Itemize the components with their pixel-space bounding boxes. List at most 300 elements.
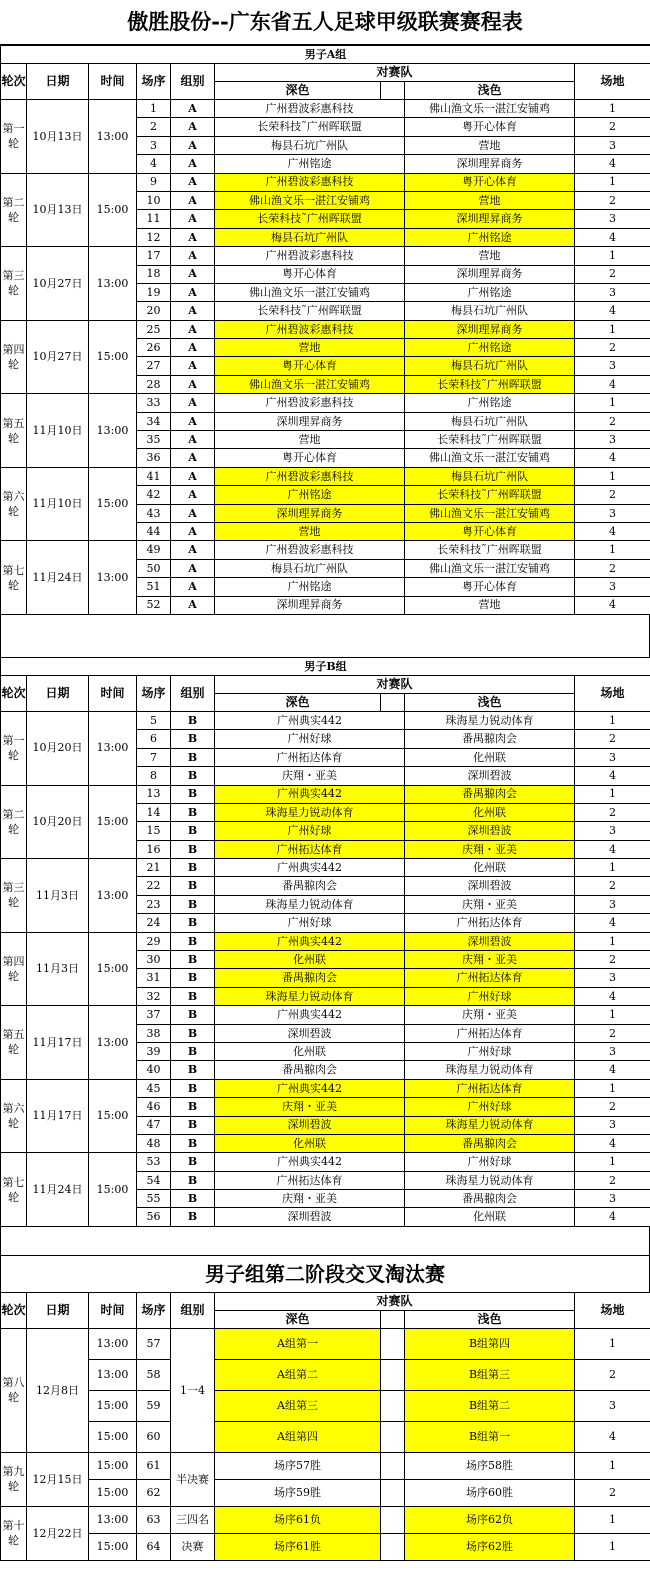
team-light: 化州联 <box>405 1208 575 1226</box>
team-light: 佛山渔文乐一湛江安铺鸡 <box>405 504 575 522</box>
table-row <box>1 1421 650 1452</box>
team-dark: 深圳理昇商务 <box>215 412 405 430</box>
team-light: 佛山渔文乐一湛江安铺鸡 <box>405 449 575 467</box>
match-venue: 3 <box>575 748 650 766</box>
round-date: 10月13日 <box>27 173 89 247</box>
table-row <box>1 173 650 191</box>
team-light: 营地 <box>405 596 575 614</box>
header-date: 日期 <box>27 64 89 100</box>
match-group: A <box>171 302 215 320</box>
header-dark: 深色 <box>215 1310 381 1328</box>
match-group: B <box>171 785 215 803</box>
match-venue: 3 <box>575 1390 650 1421</box>
match-seq: 53 <box>137 1153 171 1171</box>
team-dark: 梅县石坑广州队 <box>215 136 405 154</box>
team-light: 深圳理昇商务 <box>405 320 575 338</box>
match-seq: 37 <box>137 1006 171 1024</box>
match-group: 1一4 <box>171 1328 215 1452</box>
match-group: B <box>171 1098 215 1116</box>
match-venue: 4 <box>575 987 650 1005</box>
round-label: 第五轮 <box>1 394 27 468</box>
round-label: 第六轮 <box>1 467 27 541</box>
match-venue: 1 <box>575 100 650 118</box>
match-venue: 1 <box>575 1153 650 1171</box>
match-venue: 4 <box>575 840 650 858</box>
match-venue: 3 <box>575 578 650 596</box>
team-light: 粤开心体育 <box>405 118 575 136</box>
team-dark: 粤开心体育 <box>215 357 405 375</box>
match-seq: 7 <box>137 748 171 766</box>
team-light: 长荣科技˜广州晖联盟 <box>405 431 575 449</box>
team-light: 广州好球 <box>405 1098 575 1116</box>
match-group: A <box>171 375 215 393</box>
match-time: 15:00 <box>89 1452 137 1479</box>
match-seq: 15 <box>137 822 171 840</box>
match-seq: 3 <box>137 136 171 154</box>
match-group: A <box>171 173 215 191</box>
round-date: 11月24日 <box>27 1153 89 1227</box>
match-seq: 8 <box>137 767 171 785</box>
round-label: 第九轮 <box>1 1452 27 1506</box>
team-light: 广州拓达体育 <box>405 1079 575 1097</box>
vs-gap <box>381 1328 405 1359</box>
match-seq: 33 <box>137 394 171 412</box>
team-light: 化州联 <box>405 803 575 821</box>
match-venue: 4 <box>575 228 650 246</box>
match-venue: 4 <box>575 767 650 785</box>
match-seq: 31 <box>137 969 171 987</box>
team-dark: 化州联 <box>215 1134 405 1152</box>
team-dark: 广州典实442 <box>215 1153 405 1171</box>
team-dark: 广州典实442 <box>215 1006 405 1024</box>
match-venue: 2 <box>575 1024 650 1042</box>
header-light: 浅色 <box>405 1310 575 1328</box>
match-seq: 48 <box>137 1134 171 1152</box>
match-group: A <box>171 155 215 173</box>
team-light: 梅县石坑广州队 <box>405 412 575 430</box>
match-seq: 63 <box>137 1506 171 1533</box>
match-group: A <box>171 118 215 136</box>
match-group: 三四名 <box>171 1506 215 1533</box>
match-seq: 32 <box>137 987 171 1005</box>
match-seq: 12 <box>137 228 171 246</box>
match-venue: 2 <box>575 339 650 357</box>
team-light: 长荣科技˜广州晖联盟 <box>405 541 575 559</box>
match-group: A <box>171 320 215 338</box>
match-venue: 2 <box>575 559 650 577</box>
round-time: 15:00 <box>89 467 137 541</box>
match-group: A <box>171 467 215 485</box>
match-group: A <box>171 486 215 504</box>
match-venue: 2 <box>575 191 650 209</box>
match-seq: 57 <box>137 1328 171 1359</box>
team-dark: 广州好球 <box>215 730 405 748</box>
round-date: 11月3日 <box>27 932 89 1006</box>
team-dark: 场序59胜 <box>215 1479 381 1506</box>
header-group: 组别 <box>171 675 215 711</box>
header-time: 时间 <box>89 1292 137 1328</box>
schedule-table <box>0 45 650 615</box>
team-light: 广州拓达体育 <box>405 1024 575 1042</box>
round-label: 第十轮 <box>1 1506 27 1560</box>
team-dark: A组第三 <box>215 1390 381 1421</box>
match-group: A <box>171 210 215 228</box>
match-group: B <box>171 1024 215 1042</box>
match-seq: 4 <box>137 155 171 173</box>
round-label: 第七轮 <box>1 541 27 615</box>
table-row <box>1 1153 650 1171</box>
table-row <box>1 785 650 803</box>
team-light: 广州铭途 <box>405 228 575 246</box>
match-group: A <box>171 541 215 559</box>
header-seq: 场序 <box>137 64 171 100</box>
match-time: 15:00 <box>89 1390 137 1421</box>
group-b-section <box>0 657 650 1227</box>
table-row <box>1 247 650 265</box>
match-seq: 38 <box>137 1024 171 1042</box>
match-venue: 3 <box>575 504 650 522</box>
match-group: B <box>171 1208 215 1226</box>
vs-gap <box>381 1506 405 1533</box>
match-group: A <box>171 449 215 467</box>
team-dark: 广州拓达体育 <box>215 1171 405 1189</box>
match-seq: 39 <box>137 1042 171 1060</box>
match-seq: 43 <box>137 504 171 522</box>
team-light: 营地 <box>405 136 575 154</box>
round-label: 第二轮 <box>1 785 27 859</box>
team-dark: 广州铭途 <box>215 155 405 173</box>
header-light: 浅色 <box>405 82 575 100</box>
round-time: 13:00 <box>89 541 137 615</box>
match-seq: 14 <box>137 803 171 821</box>
team-light: 深圳理昇商务 <box>405 210 575 228</box>
match-venue: 1 <box>575 1079 650 1097</box>
match-seq: 13 <box>137 785 171 803</box>
header-vs <box>381 693 405 711</box>
match-venue: 4 <box>575 302 650 320</box>
team-dark: 深圳理昇商务 <box>215 504 405 522</box>
match-venue: 2 <box>575 1479 650 1506</box>
match-venue: 2 <box>575 730 650 748</box>
match-seq: 47 <box>137 1116 171 1134</box>
team-dark: 广州典实442 <box>215 1079 405 1097</box>
match-venue: 1 <box>575 1506 650 1533</box>
team-light: 珠海星力锐动体育 <box>405 1061 575 1079</box>
header-group: 组别 <box>171 64 215 100</box>
team-dark: 梅县石坑广州队 <box>215 559 405 577</box>
match-venue: 1 <box>575 932 650 950</box>
team-dark: 庆翔・亚美 <box>215 1190 405 1208</box>
match-group: A <box>171 357 215 375</box>
match-seq: 49 <box>137 541 171 559</box>
vs-gap <box>381 1390 405 1421</box>
team-dark: 广州碧波彩惠科技 <box>215 541 405 559</box>
knockout-table <box>0 1292 650 1561</box>
header-matchup: 对赛队 <box>215 64 575 82</box>
group-label: 男子B组 <box>1 657 650 675</box>
match-seq: 58 <box>137 1359 171 1390</box>
match-venue: 1 <box>575 394 650 412</box>
team-light: 粤开心体育 <box>405 522 575 540</box>
header-matchup: 对赛队 <box>215 675 575 693</box>
team-dark: 番禺翞肉会 <box>215 1061 405 1079</box>
team-light: 庆翔・亚美 <box>405 840 575 858</box>
round-time: 13:00 <box>89 1006 137 1080</box>
match-group: 半决赛 <box>171 1452 215 1506</box>
round-date: 11月24日 <box>27 541 89 615</box>
match-seq: 28 <box>137 375 171 393</box>
match-seq: 25 <box>137 320 171 338</box>
match-venue: 3 <box>575 136 650 154</box>
match-seq: 11 <box>137 210 171 228</box>
team-dark: 广州好球 <box>215 822 405 840</box>
table-row <box>1 394 650 412</box>
table-row <box>1 1479 650 1506</box>
table-row <box>1 1390 650 1421</box>
match-group: B <box>171 748 215 766</box>
table-row <box>1 1533 650 1560</box>
match-group: B <box>171 1116 215 1134</box>
match-time: 15:00 <box>89 1421 137 1452</box>
match-seq: 18 <box>137 265 171 283</box>
header-venue: 场地 <box>575 1292 650 1328</box>
match-seq: 9 <box>137 173 171 191</box>
match-seq: 27 <box>137 357 171 375</box>
match-venue: 4 <box>575 1421 650 1452</box>
match-seq: 35 <box>137 431 171 449</box>
team-dark: 深圳碧波 <box>215 1024 405 1042</box>
page-title: 傲胜股份--广东省五人足球甲级联赛赛程表 <box>0 0 650 45</box>
match-venue: 4 <box>575 522 650 540</box>
match-seq: 6 <box>137 730 171 748</box>
match-venue: 4 <box>575 914 650 932</box>
round-label: 第四轮 <box>1 932 27 1006</box>
team-dark: 广州碧波彩惠科技 <box>215 320 405 338</box>
match-venue: 4 <box>575 449 650 467</box>
header-light: 浅色 <box>405 693 575 711</box>
team-light: 化州联 <box>405 748 575 766</box>
match-venue: 3 <box>575 895 650 913</box>
table-row <box>1 1452 650 1479</box>
match-group: A <box>171 412 215 430</box>
match-group: B <box>171 1061 215 1079</box>
header-seq: 场序 <box>137 675 171 711</box>
match-group: B <box>171 895 215 913</box>
team-light: 深圳碧波 <box>405 932 575 950</box>
round-date: 11月3日 <box>27 859 89 933</box>
team-dark: 广州拓达体育 <box>215 748 405 766</box>
team-dark: 场序57胜 <box>215 1452 381 1479</box>
team-light: 广州拓达体育 <box>405 969 575 987</box>
round-time: 13:00 <box>89 859 137 933</box>
team-dark: 广州典实442 <box>215 932 405 950</box>
team-light: B组第一 <box>405 1421 575 1452</box>
match-group: B <box>171 730 215 748</box>
table-row <box>1 932 650 950</box>
match-group: A <box>171 559 215 577</box>
match-venue: 1 <box>575 1328 650 1359</box>
match-venue: 2 <box>575 951 650 969</box>
match-venue: 2 <box>575 118 650 136</box>
match-group: A <box>171 228 215 246</box>
round-time: 13:00 <box>89 394 137 468</box>
match-seq: 24 <box>137 914 171 932</box>
table-row <box>1 711 650 729</box>
match-venue: 3 <box>575 822 650 840</box>
team-light: 场序62胜 <box>405 1533 575 1560</box>
team-dark: 广州典实442 <box>215 859 405 877</box>
team-dark: 广州碧波彩惠科技 <box>215 467 405 485</box>
round-label: 第五轮 <box>1 1006 27 1080</box>
team-light: B组第二 <box>405 1390 575 1421</box>
match-seq: 19 <box>137 283 171 301</box>
match-group: B <box>171 822 215 840</box>
match-seq: 60 <box>137 1421 171 1452</box>
team-light: 广州好球 <box>405 1153 575 1171</box>
match-group: B <box>171 987 215 1005</box>
match-seq: 64 <box>137 1533 171 1560</box>
team-dark: 梅县石坑广州队 <box>215 228 405 246</box>
match-seq: 40 <box>137 1061 171 1079</box>
table-row <box>1 1079 650 1097</box>
team-dark: A组第一 <box>215 1328 381 1359</box>
match-seq: 42 <box>137 486 171 504</box>
team-light: 广州铭途 <box>405 394 575 412</box>
match-venue: 1 <box>575 859 650 877</box>
match-seq: 62 <box>137 1479 171 1506</box>
team-dark: 佛山渔文乐一湛江安铺鸡 <box>215 191 405 209</box>
match-group: B <box>171 969 215 987</box>
team-light: 长荣科技˜广州晖联盟 <box>405 375 575 393</box>
group-a-section <box>0 45 650 615</box>
team-dark: 营地 <box>215 522 405 540</box>
match-group: 决赛 <box>171 1533 215 1560</box>
team-dark: 粤开心体育 <box>215 449 405 467</box>
match-venue: 2 <box>575 877 650 895</box>
match-seq: 54 <box>137 1171 171 1189</box>
match-seq: 46 <box>137 1098 171 1116</box>
match-seq: 61 <box>137 1452 171 1479</box>
header-time: 时间 <box>89 64 137 100</box>
match-group: A <box>171 283 215 301</box>
match-venue: 1 <box>575 247 650 265</box>
match-seq: 17 <box>137 247 171 265</box>
team-light: 梅县石坑广州队 <box>405 467 575 485</box>
match-venue: 3 <box>575 969 650 987</box>
match-time: 15:00 <box>89 1479 137 1506</box>
header-venue: 场地 <box>575 675 650 711</box>
round-date: 11月17日 <box>27 1079 89 1153</box>
match-seq: 30 <box>137 951 171 969</box>
match-venue: 4 <box>575 596 650 614</box>
match-seq: 22 <box>137 877 171 895</box>
match-group: B <box>171 803 215 821</box>
match-seq: 20 <box>137 302 171 320</box>
team-light: 深圳碧波 <box>405 877 575 895</box>
match-venue: 1 <box>575 1533 650 1560</box>
match-group: A <box>171 339 215 357</box>
team-light: 粤开心体育 <box>405 173 575 191</box>
match-seq: 26 <box>137 339 171 357</box>
team-dark: 广州碧波彩惠科技 <box>215 247 405 265</box>
match-venue: 3 <box>575 1042 650 1060</box>
team-light: 深圳理昇商务 <box>405 155 575 173</box>
match-group: B <box>171 1042 215 1060</box>
header-dark: 深色 <box>215 82 381 100</box>
team-light: 番禺翞肉会 <box>405 785 575 803</box>
match-venue: 2 <box>575 265 650 283</box>
team-dark: 长荣科技˜广州晖联盟 <box>215 302 405 320</box>
table-row <box>1 541 650 559</box>
round-date: 11月17日 <box>27 1006 89 1080</box>
team-light: 深圳理昇商务 <box>405 265 575 283</box>
team-light: 长荣科技˜广州晖联盟 <box>405 486 575 504</box>
match-venue: 2 <box>575 1171 650 1189</box>
header-dark: 深色 <box>215 693 381 711</box>
header-round: 轮次 <box>1 675 27 711</box>
match-seq: 1 <box>137 100 171 118</box>
match-group: B <box>171 1190 215 1208</box>
header-date: 日期 <box>27 675 89 711</box>
team-dark: 广州碧波彩惠科技 <box>215 394 405 412</box>
match-group: A <box>171 394 215 412</box>
knockout-title: 男子组第二阶段交叉淘汰赛 <box>0 1255 650 1292</box>
round-time: 15:00 <box>89 1079 137 1153</box>
round-time: 13:00 <box>89 100 137 174</box>
header-vs <box>381 82 405 100</box>
match-seq: 50 <box>137 559 171 577</box>
header-round: 轮次 <box>1 1292 27 1328</box>
team-light: 庆翔・亚美 <box>405 1006 575 1024</box>
round-date: 12月22日 <box>27 1506 89 1560</box>
vs-gap <box>381 1421 405 1452</box>
team-light: 广州好球 <box>405 987 575 1005</box>
group-label: 男子A组 <box>1 46 650 64</box>
match-group: B <box>171 1079 215 1097</box>
round-time: 15:00 <box>89 173 137 247</box>
round-label: 第一轮 <box>1 711 27 785</box>
team-dark: 广州好球 <box>215 914 405 932</box>
match-venue: 1 <box>575 541 650 559</box>
table-row <box>1 1359 650 1390</box>
match-venue: 3 <box>575 431 650 449</box>
team-dark: 珠海星力锐动体育 <box>215 895 405 913</box>
match-venue: 1 <box>575 467 650 485</box>
match-seq: 10 <box>137 191 171 209</box>
team-light: 梅县石坑广州队 <box>405 302 575 320</box>
match-group: A <box>171 578 215 596</box>
round-label: 第一轮 <box>1 100 27 174</box>
round-label: 第四轮 <box>1 320 27 394</box>
round-label: 第六轮 <box>1 1079 27 1153</box>
match-venue: 4 <box>575 1061 650 1079</box>
team-light: 深圳碧波 <box>405 767 575 785</box>
match-seq: 59 <box>137 1390 171 1421</box>
table-row <box>1 320 650 338</box>
header-seq: 场序 <box>137 1292 171 1328</box>
team-light: 场序62负 <box>405 1506 575 1533</box>
header-date: 日期 <box>27 1292 89 1328</box>
match-seq: 2 <box>137 118 171 136</box>
match-seq: 36 <box>137 449 171 467</box>
vs-gap <box>381 1359 405 1390</box>
team-dark: 庆翔・亚美 <box>215 1098 405 1116</box>
match-venue: 2 <box>575 486 650 504</box>
section-spacer <box>0 615 650 657</box>
team-dark: 场序61胜 <box>215 1533 381 1560</box>
team-light: 深圳碧波 <box>405 822 575 840</box>
match-venue: 4 <box>575 1208 650 1226</box>
